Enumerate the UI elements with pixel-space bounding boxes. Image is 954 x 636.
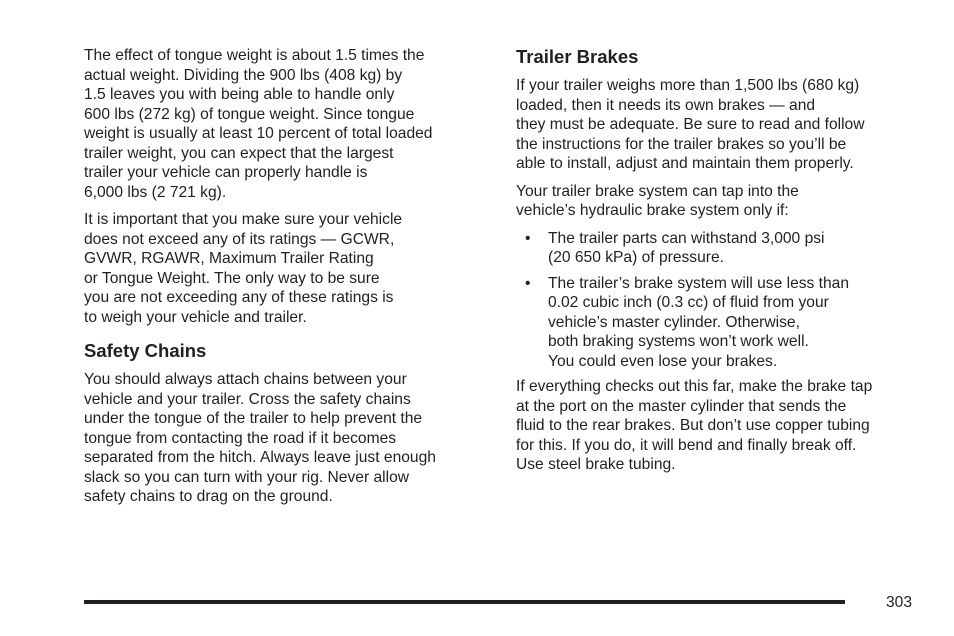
- text-line: slack so you can turn with your rig. Never allow: [84, 468, 410, 486]
- safety-chains-paragraph: [84, 370, 496, 507]
- text-line: under the tongue of the trailer to help prevent the: [84, 410, 423, 427]
- trailer-brakes-heading: Trailer Brakes: [516, 46, 639, 67]
- text-line: vehicle’s master cylinder. Otherwise,: [548, 313, 800, 331]
- ratings-paragraph: [84, 210, 496, 327]
- text-line: loaded, then it needs its own brakes — and: [516, 96, 816, 114]
- text-line: 0.02 cubic inch (0.3 cc) of fluid from your: [548, 294, 829, 311]
- conditions-list: [516, 229, 926, 372]
- text-line: Your trailer brake system can tap into the: [516, 182, 799, 200]
- footer-rule: [84, 600, 845, 604]
- list-item: [516, 229, 926, 268]
- text-line: fluid to the rear brakes. But don’t use copper tubing: [516, 417, 870, 434]
- text-line: to weigh your vehicle and trailer.: [84, 308, 307, 326]
- text-line: actual weight. Dividing the 900 lbs (408 kg) by: [84, 66, 403, 84]
- text-line: safety chains to drag on the ground.: [84, 488, 333, 505]
- text-line: separated from the hitch. Always leave just enough: [84, 449, 436, 466]
- list-item: [516, 274, 926, 372]
- text-line: able to install, adjust and maintain them properly.: [516, 155, 854, 172]
- text-line: If your trailer weighs more than 1,500 lbs (680 kg): [516, 77, 860, 94]
- text-line: for this. If you do, it will bend and finally break off.: [516, 436, 857, 454]
- text-line: Use steel brake tubing.: [516, 456, 676, 473]
- text-line: If everything checks out this far, make the brake tap: [516, 378, 873, 395]
- text-line: vehicle and your trailer. Cross the safety chains: [84, 390, 411, 408]
- text-line: they must be adequate. Be sure to read and follow: [516, 116, 865, 133]
- safety-chains-heading: Safety Chains: [84, 340, 207, 361]
- text-line: 1.5 leaves you with being able to handle only: [84, 86, 395, 103]
- trailer-weight-paragraph: [516, 76, 926, 174]
- text-line: The effect of tongue weight is about 1.5 times the: [84, 47, 425, 64]
- bullet-icon: •: [525, 274, 531, 292]
- text-line: trailer weight, you can expect that the largest: [84, 144, 394, 162]
- text-line: or Tongue Weight. The only way to be sure: [84, 269, 380, 287]
- text-line: It is important that you make sure your vehicle: [84, 211, 403, 228]
- text-line: 6,000 lbs (2 721 kg).: [84, 183, 227, 201]
- text-line: tongue from contacting the road if it becomes: [84, 429, 397, 447]
- brake-tap-paragraph: [516, 377, 926, 475]
- text-line: vehicle’s hydraulic brake system only if:: [516, 202, 789, 219]
- text-line: GVWR, RGAWR, Maximum Trailer Rating: [84, 250, 374, 267]
- text-line: weight is usually at least 10 percent of total loaded: [84, 125, 433, 142]
- left-column: [84, 46, 496, 515]
- text-line: The trailer’s brake system will use less than: [548, 274, 850, 292]
- tongue-weight-paragraph: [84, 46, 496, 202]
- page-number: 303: [886, 594, 913, 611]
- text-line: The trailer parts can withstand 3,000 psi: [548, 229, 825, 247]
- brake-system-paragraph: [516, 182, 926, 221]
- text-line: both braking systems won’t work well.: [548, 333, 809, 350]
- text-line: trailer your vehicle can properly handle is: [84, 164, 368, 181]
- right-column: [516, 45, 926, 483]
- text-line: You could even lose your brakes.: [548, 352, 778, 370]
- text-line: (20 650 kPa) of pressure.: [548, 249, 724, 266]
- text-line: at the port on the master cylinder that sends the: [516, 397, 847, 415]
- text-line: does not exceed any of its ratings — GCWR,: [84, 230, 395, 248]
- text-line: You should always attach chains between your: [84, 371, 407, 388]
- text-line: 600 lbs (272 kg) of tongue weight. Since tongue: [84, 105, 415, 123]
- text-line: you are not exceeding any of these ratings is: [84, 289, 394, 306]
- text-line: the instructions for the trailer brakes so you’ll be: [516, 135, 847, 153]
- bullet-icon: •: [525, 229, 531, 247]
